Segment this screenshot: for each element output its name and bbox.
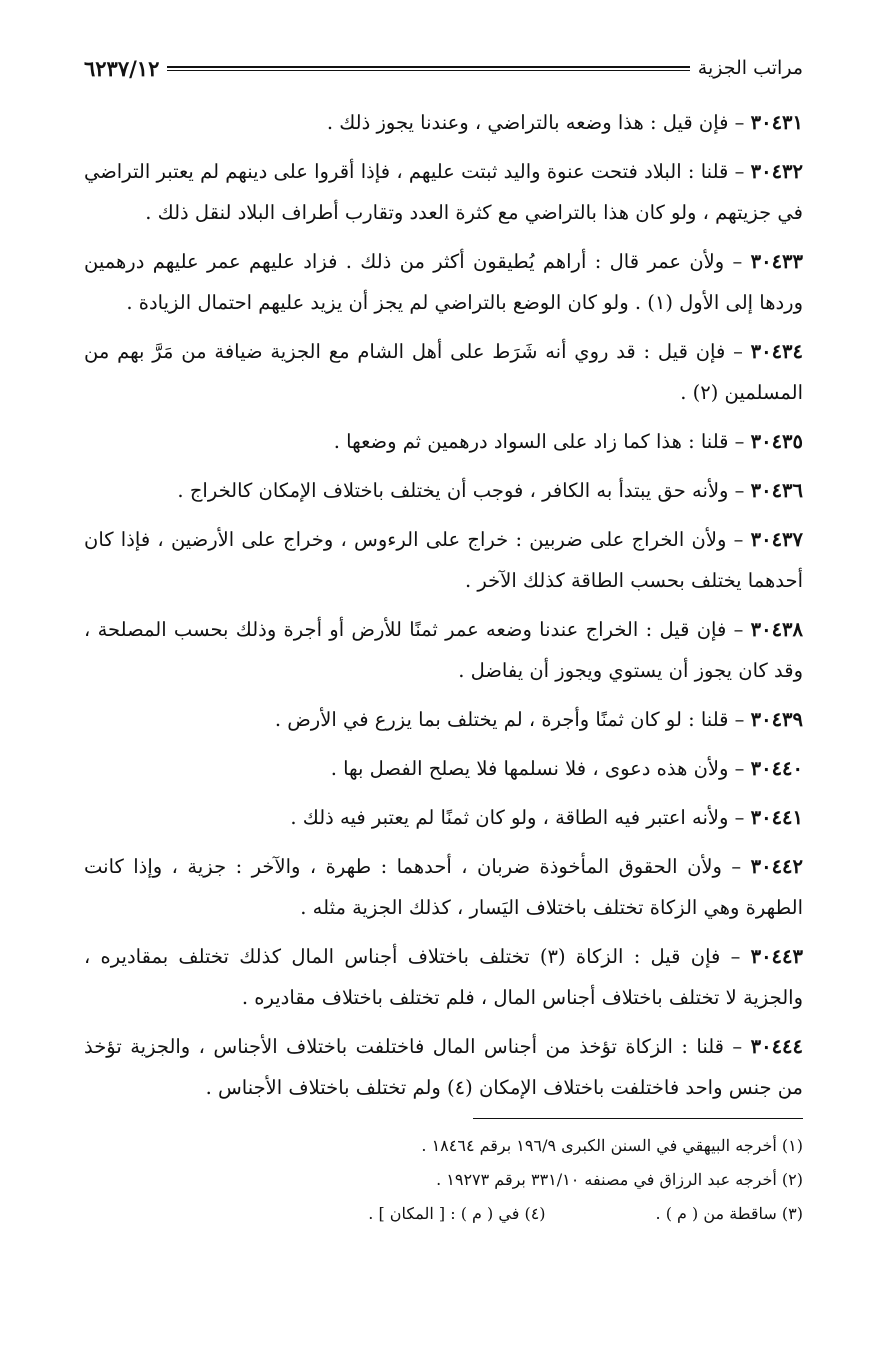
paragraph-text: – قلنا : البلاد فتحت عنوة واليد ثبتت عليهم ، فإذا أقروا على دينهم لم يعتبر التراضي في جزيتهم ، ولو كان هذا بالتراضي مع كثرة العدد وتقارب أطراف البلاد لنقل ذلك . [84, 160, 803, 224]
paragraph-text: – ولأن الحقوق المأخوذة ضربان ، أحدهما : طهرة ، والآخر : جزية ، وإذا كانت الطهرة وهي الزكاة تختلف باختلاف اليَسار ، كذلك الجزية مثله . [84, 855, 803, 919]
paragraph-text: – قلنا : هذا كما زاد على السواد درهمين ثم وضعها . [333, 430, 751, 453]
paragraph-number: ٣٠٤٣٢ [750, 160, 803, 183]
paragraph-text: – قلنا : الزكاة تؤخذ من أجناس المال فاختلفت باختلاف الأجناس ، والجزية تؤخذ من جنس واحد فاختلفت باختلاف الإمكان (٤) ولم تختلف باختلاف الأجناس . [84, 1035, 803, 1099]
paragraph-number: ٣٠٤٣٩ [750, 708, 803, 731]
paragraph-number: ٣٠٤٣٧ [750, 528, 803, 551]
paragraph-30442 [84, 846, 803, 928]
paragraph-30435 [84, 421, 803, 462]
paragraph-number: ٣٠٤٣٨ [750, 618, 803, 641]
paragraph-number: ٣٠٤٣٤ [750, 340, 803, 363]
footnote-gap [546, 1197, 656, 1231]
paragraph-text: – ولأن هذه دعوى ، فلا نسلمها فلا يصلح الفصل بها . [330, 757, 751, 780]
paragraph-text: – ولأن عمر قال : أراهم يُطيقون أكثر من ذلك . فزاد عليهم عمر عليهم درهمين وردها إلى الأول (١) . ولو كان الوضع بالتراضي لم يجز أن يزيد عليهم احتمال الزيادة . [84, 250, 803, 314]
paragraph-number: ٣٠٤٣٥ [750, 430, 803, 453]
paragraph-text: – فإن قيل : الخراج عندنا وضعه عمر ثمنًا للأرض أو أجرة وذلك بحسب المصلحة ، وقد كان يجوز أن يستوي ويجوز أن يفاضل . [84, 618, 803, 682]
paragraph-number: ٣٠٤٤٢ [750, 855, 803, 878]
paragraph-number: ٣٠٤٣٣ [750, 250, 803, 273]
header-rule [167, 66, 689, 71]
footnote-3: (٣) ساقطة من ( م ) . [655, 1204, 803, 1223]
paragraph-30436 [84, 470, 803, 511]
footnote-row [84, 1197, 803, 1231]
paragraph-number: ٣٠٤٤٣ [750, 945, 803, 968]
main-text [84, 102, 803, 1108]
footnote-1: (١) أخرجه البيهقي في السنن الكبرى ١٩٦/٩ برقم ١٨٤٦٤ . [421, 1136, 803, 1155]
paragraph-30433 [84, 241, 803, 323]
running-header [84, 48, 803, 88]
paragraph-number: ٣٠٤٤١ [750, 806, 803, 829]
paragraph-30432 [84, 151, 803, 233]
page-folio: ٦٢٣٧/١٢ [84, 55, 160, 81]
paragraph-text: – قلنا : لو كان ثمنًا وأجرة ، لم يختلف بما يزرع في الأرض . [274, 708, 751, 731]
paragraph-number: ٣٠٤٣٦ [750, 479, 803, 502]
paragraph-text: – ولأن الخراج على ضربين : خراج على الرءوس ، وخراج على الأرضين ، فإذا كان أحدهما يختلف بحسب الطاقة كذلك الآخر . [84, 528, 803, 592]
paragraph-30441 [84, 797, 803, 838]
paragraph-text: – فإن قيل : قد روي أنه شَرَط على أهل الشام مع الجزية ضيافة من مَرَّ بهم من المسلمين (٢) . [84, 340, 803, 404]
footnote-4: (٤) في ( م ) : [ المكان ] . [368, 1204, 546, 1223]
paragraph-30440 [84, 748, 803, 789]
paragraph-30438 [84, 609, 803, 691]
paragraph-30443 [84, 936, 803, 1018]
running-title: مراتب الجزية [697, 57, 803, 79]
paragraph-number: ٣٠٤٣١ [750, 111, 803, 134]
paragraph-30444 [84, 1026, 803, 1108]
paragraph-text: – ولأنه اعتبر فيه الطاقة ، ولو كان ثمنًا لم يعتبر فيه ذلك . [290, 806, 751, 829]
paragraph-30437 [84, 519, 803, 601]
paragraph-30431 [84, 102, 803, 143]
paragraph-30439 [84, 699, 803, 740]
footnotes [84, 1129, 803, 1231]
paragraph-text: – ولأنه حق يبتدأ به الكافر ، فوجب أن يختلف باختلاف الإمكان كالخراج . [177, 479, 751, 502]
footnote-separator [473, 1118, 803, 1119]
paragraph-30434 [84, 331, 803, 413]
paragraph-text: – فإن قيل : هذا وضعه بالتراضي ، وعندنا يجوز ذلك . [326, 111, 751, 134]
paragraph-number: ٣٠٤٤٤ [750, 1035, 803, 1058]
footnote-2: (٢) أخرجه عبد الرزاق في مصنفه ٣٣١/١٠ برقم ١٩٢٧٣ . [436, 1170, 803, 1189]
paragraph-number: ٣٠٤٤٠ [750, 757, 803, 780]
paragraph-text: – فإن قيل : الزكاة (٣) تختلف باختلاف أجناس المال كذلك تختلف بمقاديره ، والجزية لا تختلف باختلاف أجناس المال ، فلم تختلف باختلاف مقاديره . [84, 945, 803, 1009]
